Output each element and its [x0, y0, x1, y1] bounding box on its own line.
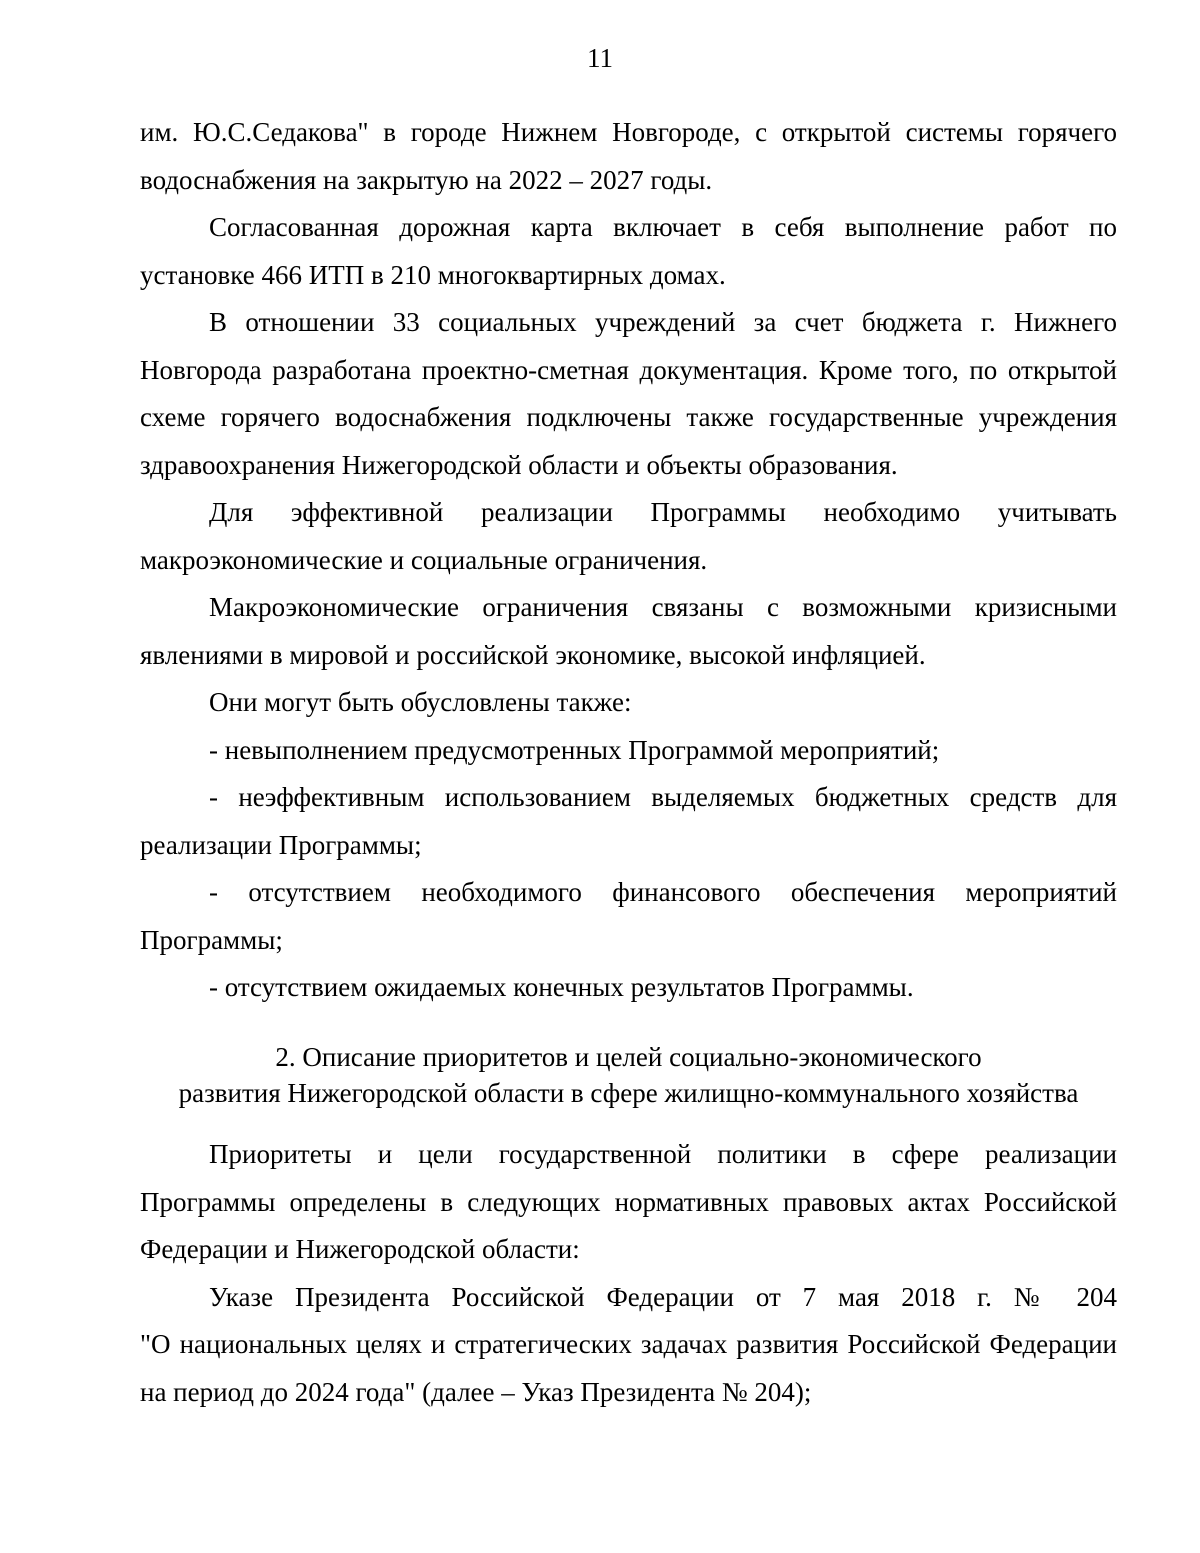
text-line: В отношении 33 социальных учреждений за счет бюджета г. Нижнего [209, 307, 1117, 337]
body-text-block-1 [140, 109, 1117, 1012]
text-line: явлениями в мировой и российской экономике, высокой инфляцией. [140, 639, 926, 670]
text-line: Указе Президента Российской Федерации от 7 мая 2018 г. № 204 [209, 1281, 1117, 1312]
text-line: им. Ю.С.Седакова" в городе Нижнем Новгороде, с открытой системы горячего [140, 117, 1117, 147]
page-number: 11 [587, 43, 613, 73]
text-line: - невыполнением предусмотренных Программой мероприятий; [209, 734, 940, 765]
text-line: Программы определены в следующих нормативных правовых актах Российской [140, 1186, 1117, 1217]
section-heading-line: 2. Описание приоритетов и целей социально-экономического [275, 1042, 982, 1072]
text-line: схеме горячего водоснабжения подключены также государственные учреждения [140, 402, 1117, 432]
text-line: реализации Программы; [140, 829, 422, 860]
text-line: Они могут быть обусловлены также: [209, 687, 632, 717]
text-line: макроэкономические и социальные ограничения. [140, 544, 708, 575]
text-line: Макроэкономические ограничения связаны с возможными кризисными [209, 592, 1117, 622]
section-heading [140, 1039, 1117, 1111]
text-line: Приоритеты и цели государственной политики в сфере реализации [209, 1139, 1117, 1169]
text-line: здравоохранения Нижегородской области и объекты образования. [140, 449, 898, 480]
text-line: Федерации и Нижегородской области: [140, 1234, 580, 1264]
section-heading-line: развития Нижегородской области в сфере жилищно-коммунального хозяйства [178, 1078, 1079, 1108]
text-line: - отсутствием необходимого финансового обеспечения мероприятий [209, 877, 1117, 907]
text-line: Согласованная дорожная карта включает в себя выполнение работ по [209, 212, 1117, 242]
text-line: водоснабжения на закрытую на 2022 – 2027 годы. [140, 164, 713, 195]
text-line: - отсутствием ожидаемых конечных результатов Программы. [209, 972, 914, 1002]
text-line: на период до 2024 года" (далее – Указ Президента № 204); [140, 1376, 812, 1407]
text-line: Программы; [140, 924, 283, 955]
text-line: "О национальных целях и стратегических задачах развития Российской Федерации [140, 1329, 1117, 1359]
text-line: установке 466 ИТП в 210 многоквартирных домах. [140, 259, 726, 290]
text-line: Для эффективной реализации Программы необходимо учитывать [209, 497, 1117, 527]
text-line: - неэффективным использованием выделяемых бюджетных средств для [209, 782, 1117, 812]
body-text-block-2 [140, 1131, 1117, 1416]
text-line: Новгорода разработана проектно-сметная документация. Кроме того, по открытой [140, 354, 1117, 385]
